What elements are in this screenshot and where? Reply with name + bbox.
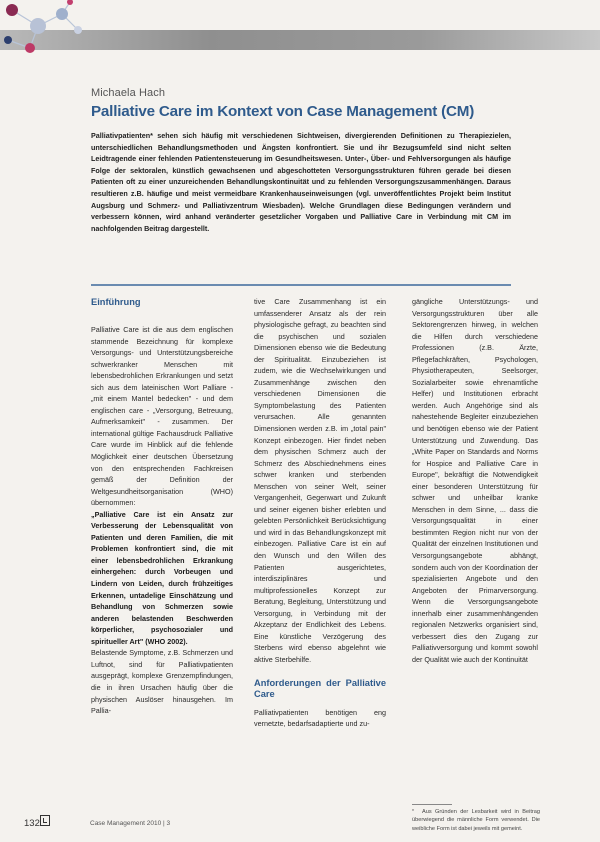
journal-name: Case Management 2010 | 3 (90, 820, 171, 827)
paragraph: Palliative Care ist die aus dem englischen stammende Bezeichnung für komplexe Versorgungs- und Unterstützungsbereiche schwerkranker Menschen mit lebensbedrohlichen Erkrankungen und setzt sich aus dem lateinischen Wort Palliare - „mit einem Mantel bedecken" - und dem englischen care - „Versorgung, Betreuung, Aufmerksamkeit" - zusammen. Der international gültige Fachausdruck Palliative Care wurde im Hinblick auf die fehlende Möglichkeit einer deutschen Übersetzung von den entsprechenden Fachkreisen gemäß der Definition der Weltgesundheitsorganisation (WHO) übernommen: (91, 325, 233, 508)
who-definition-quote: „Palliative Care ist ein Ansatz zur Verbesserung der Lebensqualität von Patienten und deren Familien, die mit Problemen konfrontiert sind, die mit einer lebensbedrohlichen Erkrankung einhergehen: durch Vorbeugen und Lindern von Leiden, durch frühzeitiges Erkennen, untadelige Einschätzung und Behandlung von Schmerzen sowie anderen belastenden Beschwerden körperlicher, psychosozialer und spiritueller Art" (WHO 2002). (91, 509, 233, 646)
text-column-3 (412, 296, 538, 666)
footnote-divider (412, 804, 452, 805)
text-column-2 (254, 296, 386, 730)
page-number: 132 (24, 818, 40, 829)
paragraph: Belastende Symptome, z.B. Schmerzen und Luftnot, sind für Palliativpatienten ausgeprägt, komplexe Grenzempfindungen, die in ihren Ursachen häufig über die physischen Auslöser hinausgehen. Im Pallia- (91, 648, 233, 716)
footnote (412, 808, 540, 833)
molecule-graphic (0, 0, 92, 62)
text-column-1 (91, 296, 233, 717)
article-abstract: Palliativpatienten* sehen sich häufig mit verschiedenen Sichtweisen, divergierenden Definitionen zu Therapiezielen, unterschiedlichen Behandlungsmethoden und Ängsten konfrontiert. Sie und ihr Bezugsumfeld sind nicht selten Leidtragende einer fehlenden Patientensteuerung im Gesundheitswesen. Unter-, Über- und Fehlversorgungen als häufige Folge der sektoralen, künstlich gewachsenen und abgeschotteten Versorgungsstrukturen führen gerade bei diesen Patienten oft zu einer unzureichenden Behandlungskontinuität und zu fehlenden Versorgungszusammenhängen. Daraus resultieren z.B. häufige und meist vermeidbare Krankenhauseinweisungen (vgl. unveröffentlichtes Projekt beim Institut Augsburg und Schmerz- und Palliativzentrum Wiesbaden). Welche Grundlagen diese Bedingungen verändern und verbessern können, wird anhand veränderter gesetzlicher Vorgaben und Palliative Care in Verbindung mit CM im nachfolgenden Beitrag dargestellt. (91, 131, 511, 233)
journal-logo-icon (40, 815, 50, 826)
paragraph: tive Care Zusammenhang ist ein umfassenderer Ansatz als der rein physiologische gefragt, zu beachten sind die psychischen und sozialen Dimensionen ebenso wie die Bedeutung der Spiritualität. Einzubeziehen ist zudem, wie die Wechselwirkungen und Zusammenhänge zwischen den verschiedenen Dimensionen die Symptombelastung des Patienten verursachen. Alle genannten Dimensionen werden z.B. im „total pain" Konzept einbezogen. Hier findet neben dem physischen Schmerz auch der Schmerz des Abschiednehmens eines schwer kranken und sterbenden Menschen von seiner Welt, seiner Vergangenheit, Gegenwart und Zukunft und seiner eigenen bisher erlebten und gelebten Persönlichkeit Berücksichtigung und wird in das Behandlungskonzept mit einbezogen. Palliative Care ist ein auf den Wunsch und den Willen des Patienten ausgerichtetes, interdisziplinäres und multiprofessionelles Konzept zur Beratung, Begleitung, Unterstützung und Versorgung, in Verbindung mit der Akzeptanz der Endlichkeit des Lebens. Eine künstliche Verzögerung des Sterbens wird ebenso abgelehnt wie aktive Sterbehilfe. (254, 297, 386, 664)
section-divider (91, 284, 511, 286)
paragraph: gängliche Unterstützungs- und Versorgungsstrukturen über alle Sektorengrenzen hinweg, in welchen die Hilfen durch verschiedene Professionen (z.B. Ärzte, Pflegefachkräften, Psychologen, Physiotherapeuten, Seelsorger, Sozialarbeiter sowie ehrenamtliche Helfer) und Institutionen erbracht werden. Auch Angehörige sind als nahestehende Begleiter einzubeziehen und benötigen ebenso wie der Patient Unterstützung und Zuwendung. Das „White Paper on Standards and Norms for Hospice and Palliative Care in Europe", bekräftigt die Notwendigkeit einer besonderen Unterstützung für schwer und unheilbar kranke Menschen in dem Sinne, ... dass die Versorgungsqualität in einer bestimmten Region nicht nur von der Qualität der einzelnen Institutionen und Versorgungsangebote abhängt, sondern auch von der Koordination der spezialisierten Angebote und den Angeboten der Primarversorgung. Wenn die Versorgungsangebote innerhalb einer zusammenhängenden regionalen Netzwerks organisiert sind, verbessert dies den Zugang zur Palliativversorgung und kommt sowohl der Qualität wie auch der Kontinuität (412, 297, 538, 664)
article-title: Palliative Care im Kontext von Case Management (CM) (91, 103, 475, 120)
author-name: Michaela Hach (91, 87, 166, 99)
footnote-text: Aus Gründen der Lesbarkeit wird in Beitrag überwiegend die männliche Form verwendet. Die weibliche Form ist dabei jeweils mit gemeint. (412, 809, 540, 832)
section-heading-requirements: Anforderungen der Palliative Care (254, 677, 386, 699)
paragraph: Palliativpatienten benötigen eng vernetzte, bedarfsadaptierte und zu- (254, 707, 386, 729)
section-heading-introduction: Einführung (91, 297, 141, 307)
footnote-marker: * (412, 809, 414, 815)
